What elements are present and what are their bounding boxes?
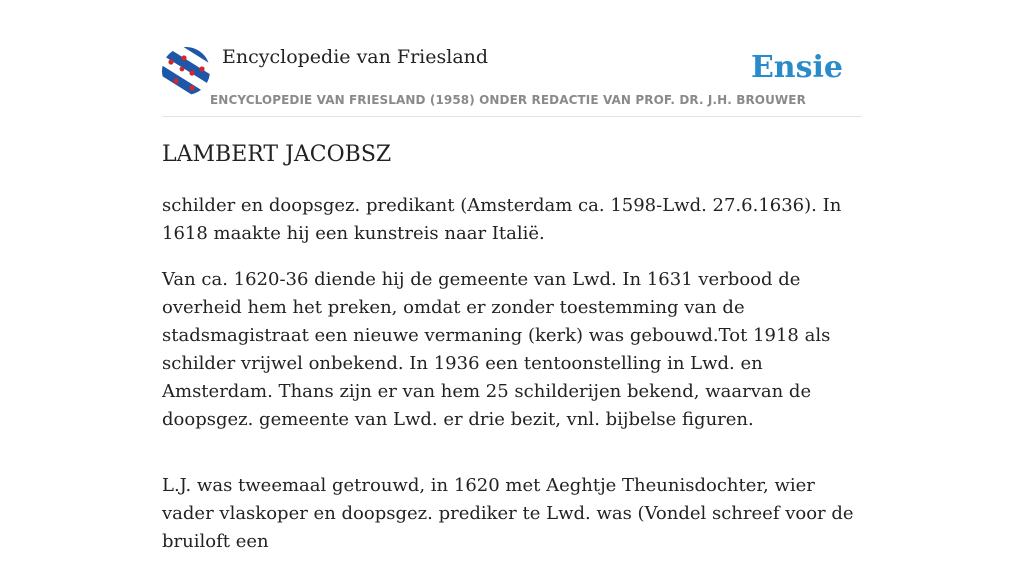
article-paragraph: L.J. was tweemaal getrouwd, in 1620 met Aeghtje Theunisdochter, wier vader vlaskoper en doopsgez. prediker te Lwd. was (Vondel schreef voor de bruiloft een (162, 475, 854, 552)
article (162, 140, 866, 574)
frisian-flag-icon[interactable] (162, 47, 210, 95)
ensie-brand-link[interactable]: Ensie (750, 50, 843, 85)
article-paragraph: Van ca. 1620-36 diende hij de gemeente van Lwd. In 1631 verbood de overheid hem het preken, omdat er zonder toestemming van de stadsmagistraat een nieuwe vermaning (kerk) was gebouwd.Tot 1918 als schilder vrijwel onbekend. In 1936 een tentoonstelling in Lwd. en Amsterdam. Thans zijn er van hem 25 schilderijen bekend, waarvan de doopsgez. gemeente van Lwd. er drie bezit, vnl. bijbelse figuren. (162, 269, 831, 430)
site-subtitle: ENCYCLOPEDIE VAN FRIESLAND (1958) ONDER REDACTIE VAN PROF. DR. J.H. BROUWER (210, 93, 806, 107)
site-title[interactable]: Encyclopedie van Friesland (222, 46, 489, 68)
article-paragraph: schilder en doopsgez. predikant (Amsterdam ca. 1598-Lwd. 27.6.1636). In 1618 maakte hij een kunstreis naar Italië. (162, 195, 842, 244)
entry-title: LAMBERT JACOBSZ (162, 142, 392, 167)
site-header (162, 44, 862, 117)
